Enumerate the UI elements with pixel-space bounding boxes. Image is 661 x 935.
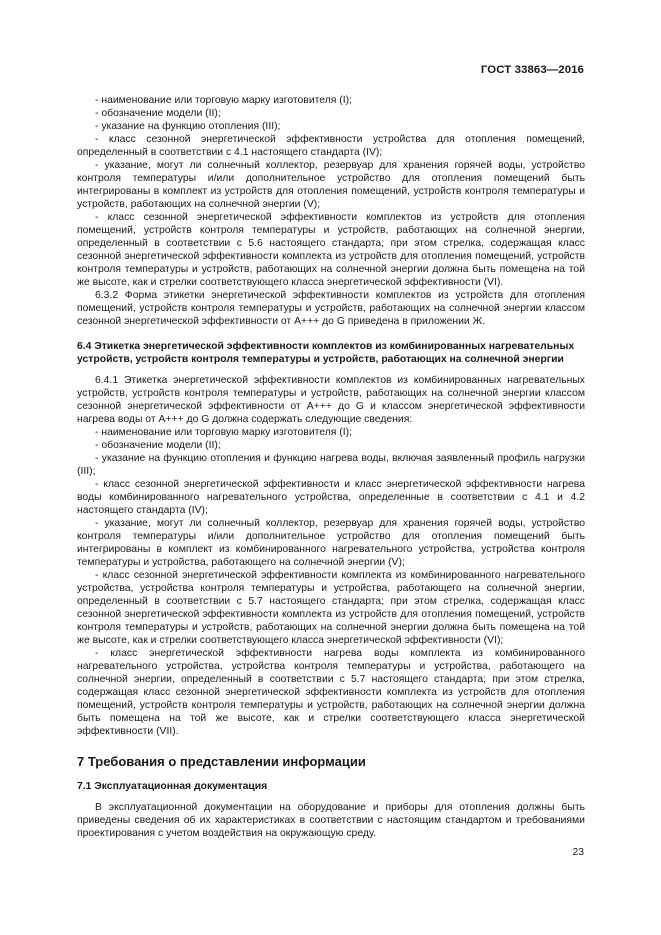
paragraph: - указание на функцию отопления (III); <box>95 121 281 132</box>
paragraph: - указание на функцию отопления и функцию нагрева воды, включая заявленный профиль нагрузки (III); <box>77 453 585 477</box>
paragraph: 6.4.1 Этикетка энергетической эффективности комплектов из комбинированных нагревательных устройств, устройств контроля температуры и устройств, работающих на солнечной энергии классом сезонной энергетической эффективности от А+++ до G и классом энергетической эффективности нагрева воды от А+++ до G должна содержать следующие сведения: <box>77 375 585 425</box>
paragraph: - класс сезонной энергетической эффективности устройства для отопления помещений, определенный в соответствии с 4.1 настоящего стандарта (IV); <box>77 134 585 158</box>
paragraph: - наименование или торговую марку изготовителя (I); <box>95 427 352 438</box>
paragraph-group-top <box>77 94 585 328</box>
paragraph: - класс сезонной энергетической эффективности комплекта из комбинированного нагревательного устройства, устройства контроля температуры и устройства, работающего на солнечной энергии, определенный в соответствии с 5.7 настоящего стандарта; при этом стрелка, содержащая класс сезонной энергетической эффективности комплекта из устройств для отопления помещений, устройств контроля температуры и устройств, работающих на солнечной энергии должна быть помещена на той же высоте, как и стрелки соответствующего класса энергетической эффективности (VI); <box>77 570 585 646</box>
section-7-heading: 7 Требования о представлении информации <box>77 754 366 769</box>
subsection-6-4-heading: 6.4 Этикетка энергетической эффективности комплектов из комбинированных нагревательных устройств, устройств контроля температуры и устройств, работающих на солнечной энергии <box>77 341 575 365</box>
page-number: 23 <box>572 847 584 858</box>
paragraph: - класс сезонной энергетической эффективности комплектов из устройств для отопления помещений, устройств контроля температуры и устройств, работающих на солнечной энергии, определенный в соответствии с 5.6 настоящего стандарта; при этом стрелка, содержащая класс сезонной энергетической эффективности комплекта из устройств для отопления помещений, устройств контроля температуры и устройств, работающих на солнечной энергии должна быть помещена на той же высоте, как и стрелки соответствующего класса энергетической эффективности (VI). <box>77 212 585 288</box>
paragraph: - класс сезонной энергетической эффективности и класс энергетической эффективности нагрева воды комбинированного нагревательного устройства, определенные в соответствии с 4.1 и 4.2 настоящего стандарта (IV); <box>77 479 585 516</box>
paragraph: - наименование или торговую марку изготовителя (I); <box>95 95 352 106</box>
paragraph: - обозначение модели (II); <box>95 108 221 119</box>
paragraph: - указание, могут ли солнечный коллектор, резервуар для хранения горячей воды, устройство контроля температуры и/или дополнительное устройство для отопления помещений быть интегрированы в комплект из устройств для отопления помещений, устройств контроля температуры и устройств, работающих на солнечной энергии (V); <box>77 160 585 210</box>
paragraph: - класс энергетической эффективности нагрева воды комплекта из комбинированного нагревательного устройства, устройства контроля температуры и устройства, работающего на солнечной энергии, определенный в соответствии с 5.7 настоящего стандарта; при этом стрелка, содержащая класс сезонной энергетической эффективности комплекта из устройств для отопления помещений, устройств контроля температуры и устройств, работающих на солнечной энергии должна быть помещена на той же высоте, как и стрелки соответствующего класса энергетической эффективности (VII). <box>77 648 585 737</box>
subsection-7-1-heading: 7.1 Эксплуатационная документация <box>77 781 268 792</box>
paragraph-group-6-4 <box>77 374 585 738</box>
paragraph: В эксплуатационной документации на оборудование и приборы для отопления должны быть приведены сведения об их характеристиках в соответствии с настоящим стандартом и требованиями проектирования с учетом воздействия на окружающую среду. <box>77 802 585 839</box>
document-body <box>77 94 585 840</box>
paragraph: - указание, могут ли солнечный коллектор, резервуар для хранения горячей воды, устройство контроля температуры и/или дополнительное устройство для отопления помещений быть интегрированы в комплект из комбинированного нагревательного устройства, устройства контроля температуры и устройства, работающего на солнечной энергии (V); <box>77 518 585 568</box>
document-code: ГОСТ 33863—2016 <box>480 64 584 76</box>
paragraph-group-7-1 <box>77 801 585 840</box>
paragraph: - обозначение модели (II); <box>95 440 221 451</box>
paragraph: 6.3.2 Форма этикетки энергетической эффективности комплектов из устройств для отопления помещений, устройств контроля температуры и устройств, работающих на солнечной энергии классом сезонной энергетической эффективности от А+++ до G приведена в приложении Ж. <box>77 290 585 327</box>
